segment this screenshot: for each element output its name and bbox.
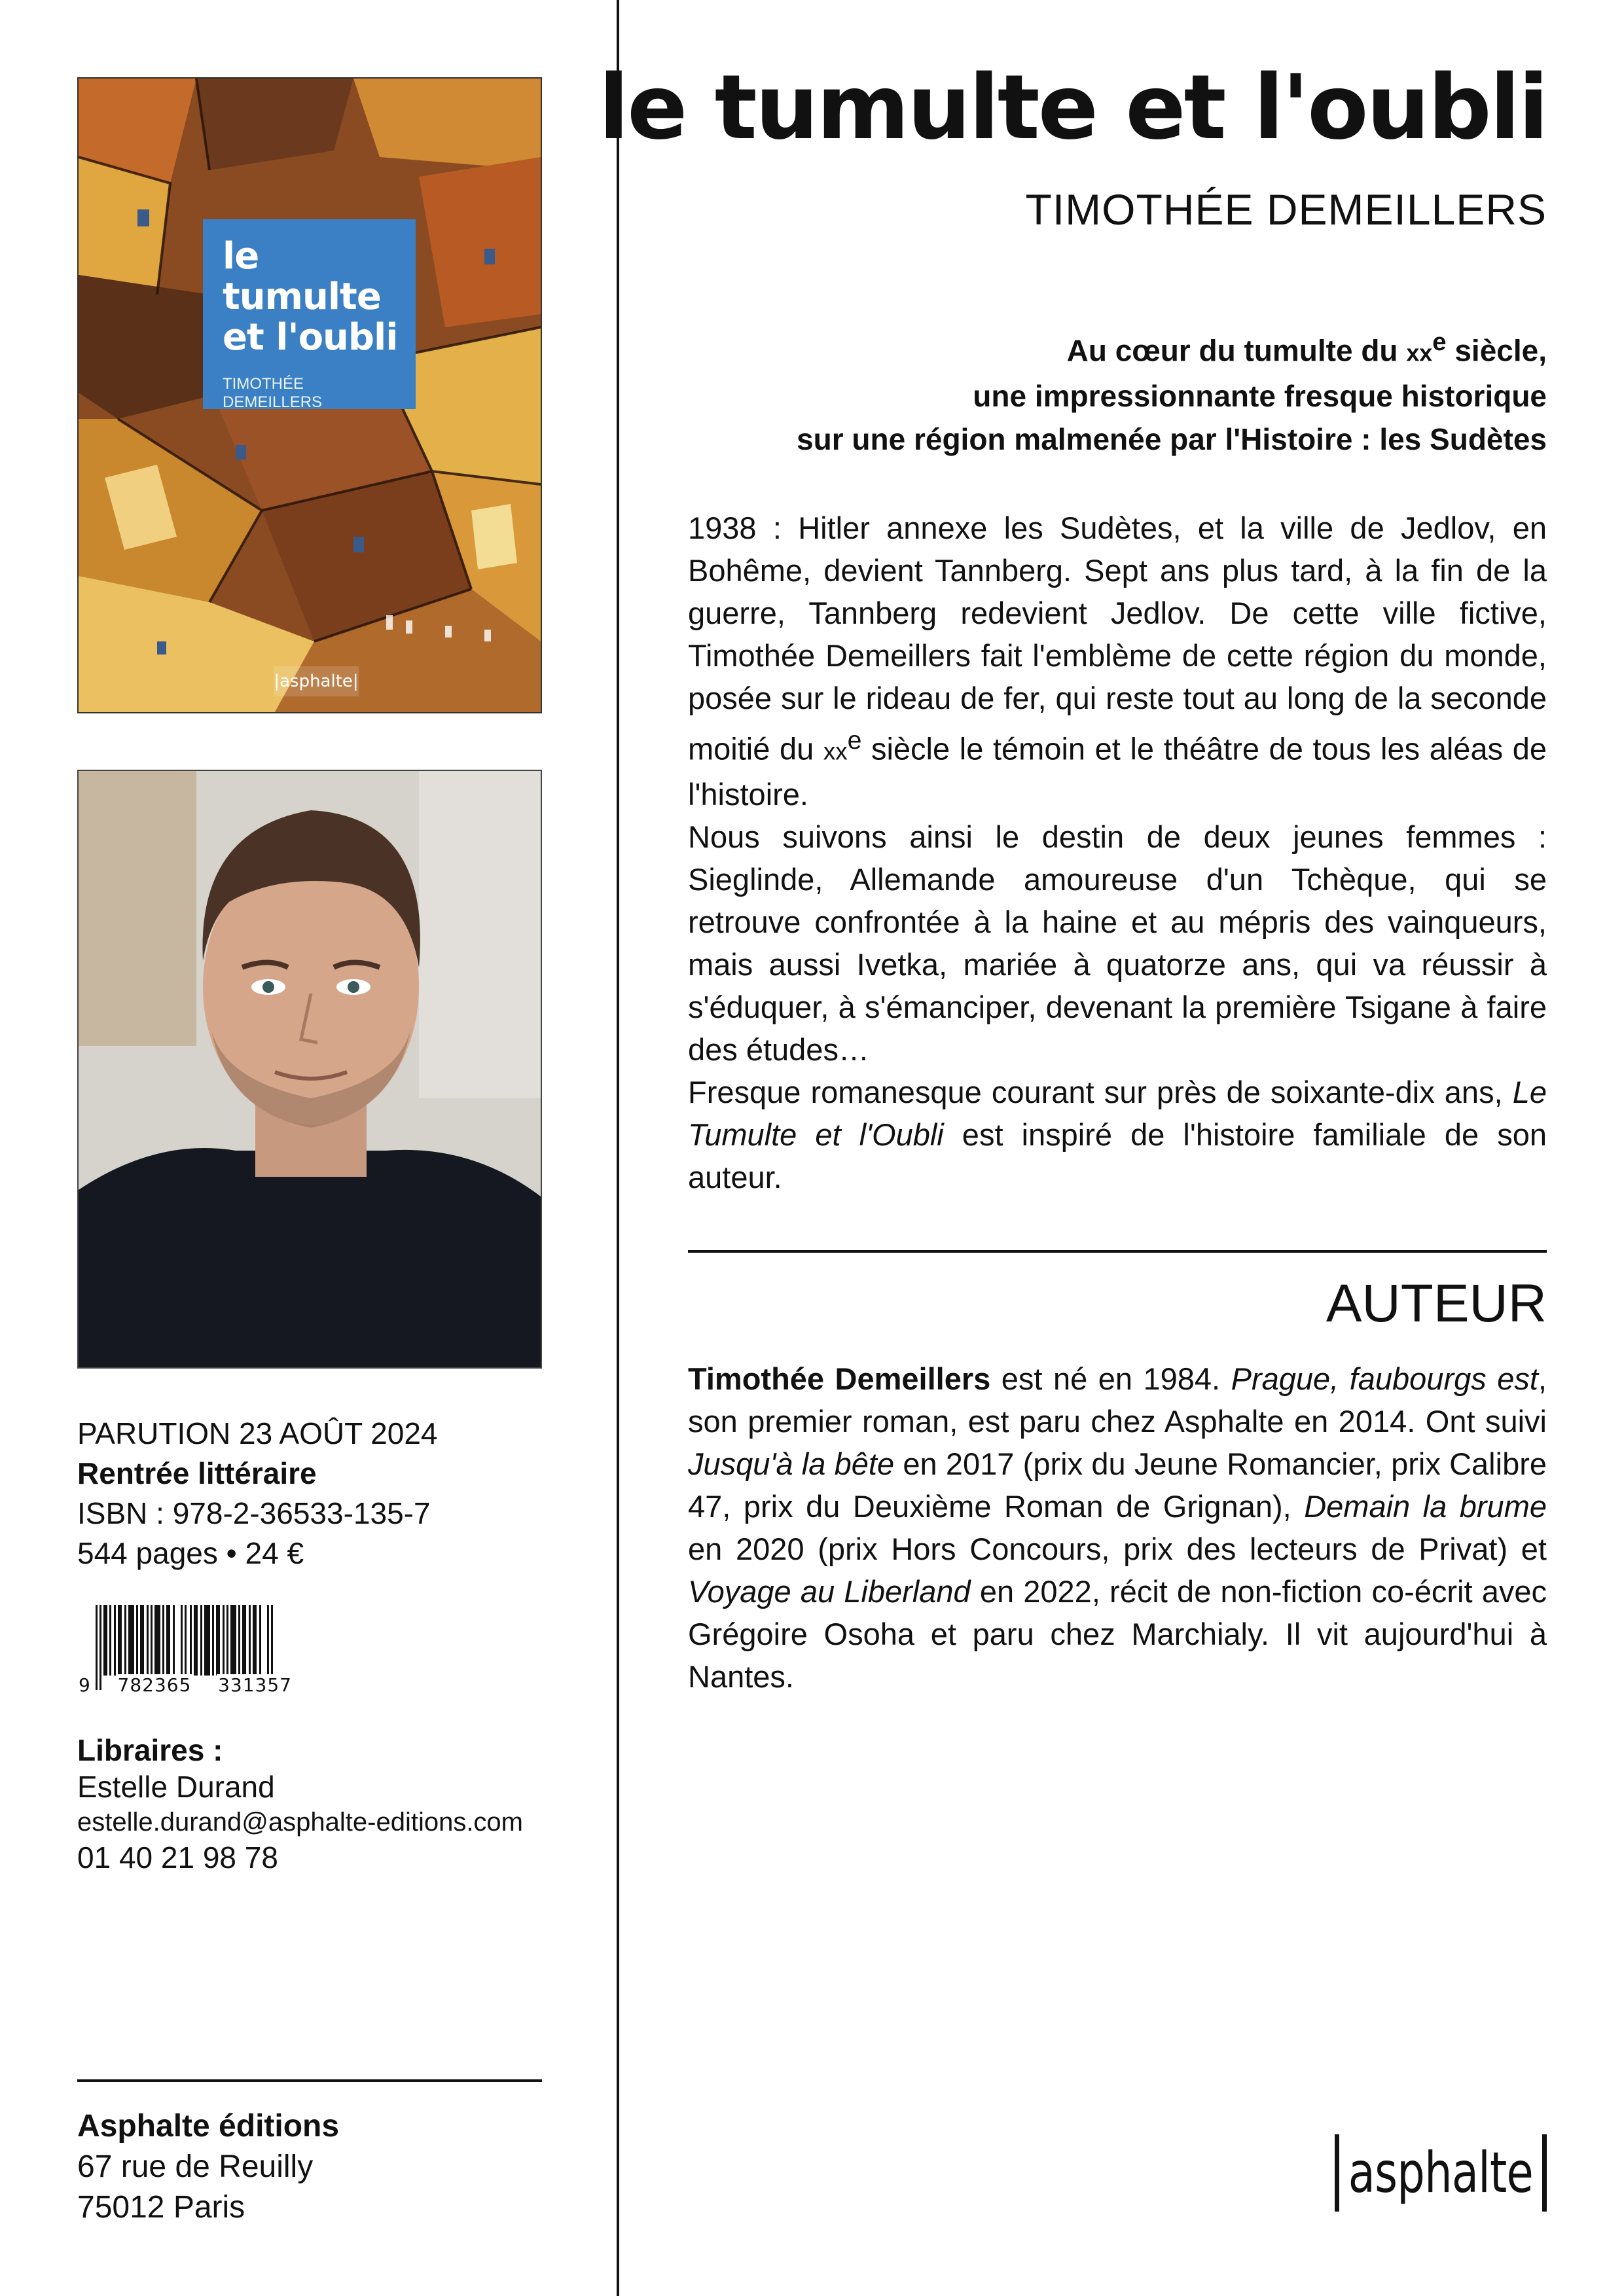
cover-publisher-mark: |asphalte| (274, 666, 359, 696)
synopsis-paragraph-3: Fresque romanesque courant sur près de soixante-dix ans, Le Tumulte et l'Oubli est inspiré de l'histoire familiale de son auteur. (688, 1074, 1547, 1194)
contact-phone: 01 40 21 98 78 (77, 1840, 278, 1874)
synopsis-paragraph-2: Nous suivons ainsi le destin de deux jeunes femmes : Sieglinde, Allemande amoureuse d'un Tchèque, qui se retrouve confrontée à la haine et au mépris des vainqueurs, mais aussi Ivetka, mariée à quatorze ans, qui va réussir à s'éduquer, à s'émanciper, devenant la première Tsigane à faire des études… (688, 819, 1547, 1067)
author-section-heading: AUTEUR (1326, 1274, 1547, 1333)
bookseller-contact (77, 1732, 601, 1876)
cover-title: le tumulte et l'oubli (223, 235, 398, 359)
publisher-street: 67 rue de Reuilly (77, 2149, 314, 2184)
contact-name: Estelle Durand (77, 1770, 275, 1804)
synopsis (688, 507, 1547, 1198)
tagline (630, 321, 1547, 461)
publisher-logo (1335, 2134, 1547, 2212)
release-label: Rentrée littéraire (77, 1456, 317, 1490)
pages-price: 544 pages • 24 € (77, 1536, 304, 1570)
publisher-city: 75012 Paris (77, 2190, 245, 2225)
barcode-left-group: 782365 (117, 1674, 192, 1696)
author-portrait (79, 771, 541, 1367)
author-section-divider (688, 1250, 1547, 1253)
barcode-right-group: 331357 (218, 1674, 292, 1696)
book-title: le tumulte et l'oubli (598, 56, 1547, 160)
column-divider (617, 0, 619, 2296)
author-bio: Timothée Demeillers est né en 1984. Prague, faubourgs est, son premier roman, est paru chez Asphalte en 2014. Ont suivi Jusqu'à la bête en 2017 (prix du Jeune Romancier, prix Calibre 47, prix du Deuxième Roman de Grignan), Demain la brume en 2020 (prix Hors Concours, prix des lecteurs de Privat) et Voyage au Liberland en 2022, récit de non-fiction co-écrit avec Grégoire Osoha et paru chez Marchialy. Il vit aujourd'hui à Nantes. (688, 1361, 1547, 1694)
barcode-first-digit: 9 (79, 1674, 91, 1696)
author-portrait-photo (77, 770, 542, 1369)
left-divider (77, 2079, 542, 2082)
logo-bar-left (1335, 2134, 1339, 2212)
book-cover-image (77, 77, 542, 713)
release-date: PARUTION 23 AOÛT 2024 (77, 1416, 438, 1450)
cover-title-box (203, 219, 416, 409)
logo-text: asphalte (1348, 2140, 1534, 2206)
publisher-address (77, 2106, 601, 2228)
contact-email: estelle.durand@asphalte-editions.com (77, 1808, 523, 1837)
publication-info (77, 1414, 601, 1573)
tagline-line-3: sur une région malmenée par l'Histoire : les Sudètes (797, 422, 1547, 457)
contact-heading: Libraires : (77, 1733, 223, 1767)
synopsis-paragraph-1: 1938 : Hitler annexe les Sudètes, et la ville de Jedlov, en Bohême, devient Tannberg. Sept ans plus tard, à la fin de la guerre, Tannberg redevient Jedlov. De cette ville fictive, Timothée Demeillers fait l'emblème de cette région du monde, posée sur le rideau de fer, qui reste tout au long de la seconde moitié du $xx^e$ siècle le témoin et le théâtre de tous les aléas de l'histoire. (688, 511, 1547, 812)
logo-bar-right (1542, 2134, 1547, 2212)
publisher-name: Asphalte éditions (77, 2109, 340, 2144)
cover-author: TIMOTHÉE DEMEILLERS (223, 375, 323, 411)
tagline-line-2: une impressionnante fresque historique (973, 379, 1547, 414)
barcode-digits (77, 1674, 293, 1696)
isbn: ISBN : 978-2-36533-135-7 (77, 1496, 431, 1530)
tagline-line-1: Au cœur du tumulte du $xx^e$ siècle, (1066, 328, 1547, 368)
book-author: TIMOTHÉE DEMEILLERS (1025, 185, 1547, 234)
